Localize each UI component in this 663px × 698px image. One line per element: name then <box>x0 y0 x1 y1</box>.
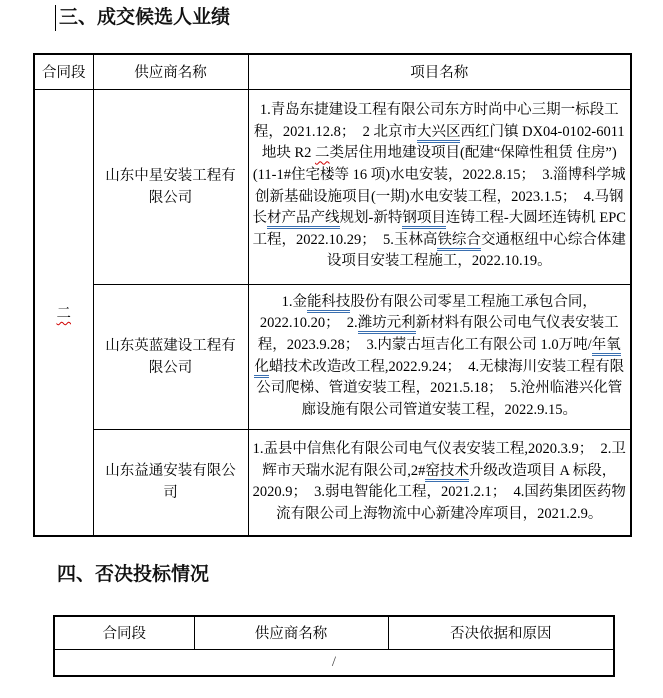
rejection-col-header-contract: 合同段 <box>54 616 194 649</box>
performance-table-header-row <box>34 54 631 89</box>
underlined-text: 铁综合 <box>437 232 481 251</box>
performance-col-header-contract: 合同段 <box>34 54 93 89</box>
underlined-text: 能科技 <box>307 294 351 313</box>
performance-col-header-supplier: 供应商名称 <box>93 54 248 89</box>
performance-col-header-project: 项目名称 <box>248 54 631 89</box>
supplier-cell: 山东英蓝建设工程有限公司 <box>93 284 248 429</box>
text-segment: 1.盂县中信焦化有限公司电气仪表安装工程,2020.3.9； 2.卫辉市天瑞水泥有限公司,2# <box>252 441 626 479</box>
section-heading-performance-text: 三、成交候选人业绩 <box>59 7 231 28</box>
section-heading-performance <box>55 5 230 31</box>
projects-cell <box>248 284 631 429</box>
rejection-table <box>53 615 615 677</box>
performance-table <box>33 53 632 537</box>
contract-section-cell <box>34 89 93 536</box>
projects-cell <box>248 429 631 536</box>
underlined-text: 年氧化 <box>254 337 620 378</box>
table-row <box>34 284 631 429</box>
text-segment: 交通枢纽中心综合体建设项目安装工程施工，2022.10.19。 <box>326 231 626 270</box>
text-segment: 规划-新特 <box>339 210 403 227</box>
rejection-col-header-reason: 否决依据和原因 <box>388 616 614 649</box>
table-row <box>34 429 631 536</box>
projects-cell <box>248 89 631 284</box>
table-row <box>34 89 631 284</box>
table-row <box>54 649 614 676</box>
text-segment: 类居住用地建设项目(配建“保障性租赁 住房”)(11-1#住宅楼等 16 项)水电安装，2022.8.15； 3.淄博科学城创新基础设施项目(一期)水电安装工程，2023.1.5； 4.马钢长 <box>252 145 626 227</box>
section-heading-rejection <box>57 562 209 588</box>
section-heading-rejection-text: 四、否决投标情况 <box>57 564 210 585</box>
rejection-col-header-supplier: 供应商名称 <box>194 616 388 649</box>
contract-section-value: 二 <box>56 305 71 322</box>
text-segment: 1.金 <box>281 293 307 310</box>
rejection-table-header-row <box>54 616 614 649</box>
rejection-empty-cell: / <box>54 649 614 676</box>
underlined-text: 潍坊元利 <box>358 315 416 334</box>
supplier-cell: 山东中星安装工程有限公司 <box>93 89 248 284</box>
text-segment: 1.青岛东捷建设工程有限公司东方时尚中心三期一标段工程，2021.12.8； 2 北京市 <box>253 102 619 140</box>
supplier-cell: 山东益通安装有限公司 <box>93 429 248 536</box>
text-segment: 升级改造项目 A 标段，2020.9； 3.弱电智能化工程，2021.2.1； 4.国药集团医药物流有限公司上海物流中心新建冷库项目，2021.2.9。 <box>252 462 626 522</box>
text-segment: 蜡技术改造改工程,2022.9.24； 4.无棣海川安装工程有限公司爬梯、管道安装工程，2021.5.18； 5.沧州临港兴化管廊设施有限公司管道安装工程，2022.9.15。 <box>256 358 625 418</box>
underlined-text: 材产品产线 <box>267 210 340 229</box>
text-segment: 新材料有限公司电气仪表安装工程，2023.9.28； 3.内蒙古垣吉化工有限公司 1.0万吨/ <box>257 315 619 353</box>
revision-bar-icon <box>55 5 56 31</box>
text-segment: 股份有限公司零星工程施工承包合同，2022.10.20； 2. <box>259 293 597 332</box>
text-segment: 连铸工程-大圆坯连铸机 EPC 工程，2022.10.29； 5.玉林高 <box>252 210 630 248</box>
underlined-text: 大兴区 <box>417 124 461 143</box>
underlined-text: 二 <box>315 145 330 162</box>
underlined-text: 窑技术 <box>425 463 469 482</box>
text-segment: 西红门镇 DX04-0102-6011 地块 R2 <box>261 123 629 162</box>
underlined-text: 钢项目 <box>402 210 446 229</box>
